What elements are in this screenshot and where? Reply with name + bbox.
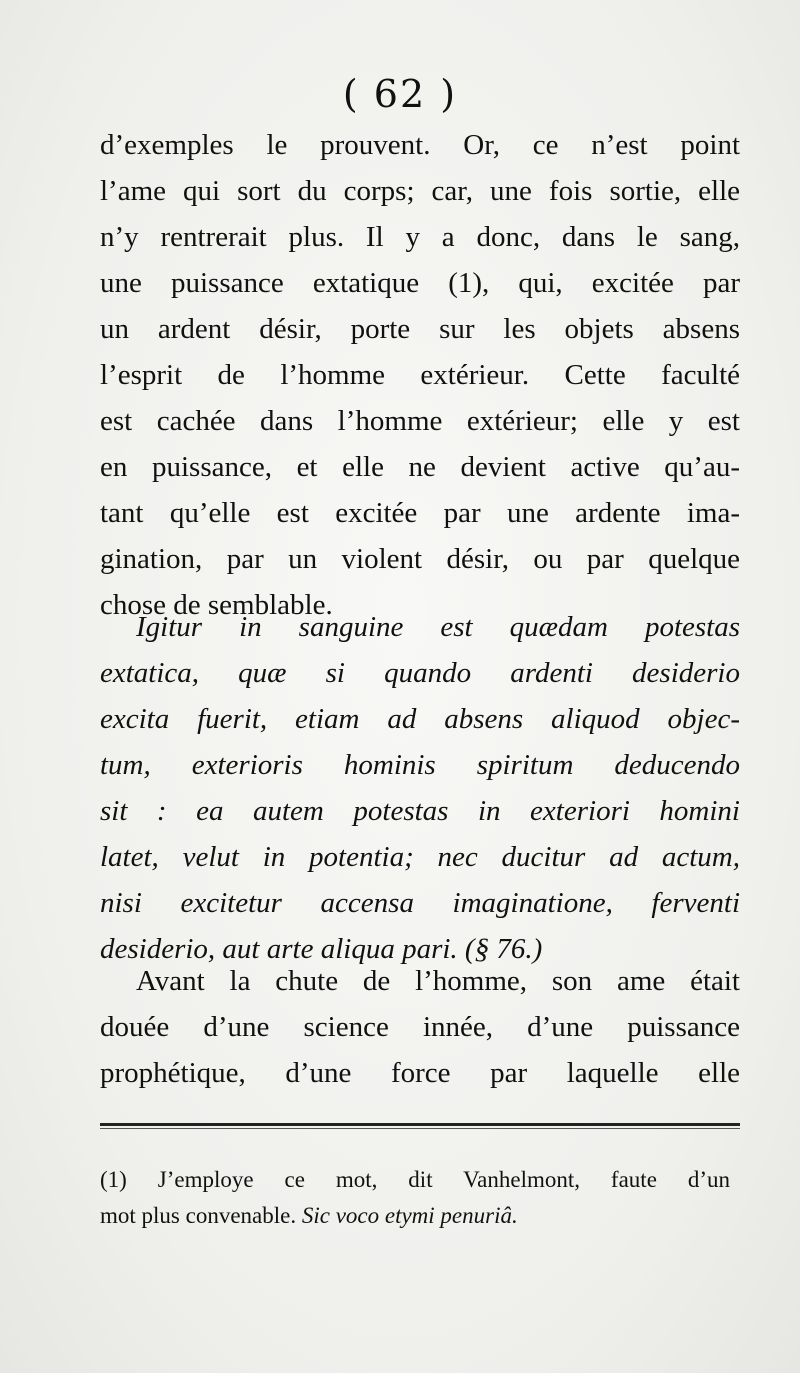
- footnote-latin-text: Sic voco etymi penuriâ.: [301, 1203, 518, 1228]
- text-line: Avant la chute de l’homme, son ame était: [136, 965, 740, 997]
- text-line: desiderio, aut arte aliqua pari. (§ 76.): [100, 933, 543, 965]
- text-line: chose de semblable.: [100, 589, 333, 621]
- text-line: extatica, quæ si quando ardenti desiderio: [100, 657, 740, 689]
- footnote: [100, 1162, 730, 1234]
- text-line: est cachée dans l’homme extérieur; elle y est: [100, 405, 740, 437]
- footnote-line: [100, 1198, 730, 1234]
- text-line: tum, exterioris hominis spiritum deducendo: [100, 749, 740, 781]
- text-line: n’y rentrerait plus. Il y a donc, dans le sang,: [100, 221, 740, 253]
- text-line: excita fuerit, etiam ad absens aliquod objec-: [100, 703, 740, 735]
- text-line: d’exemples le prouvent. Or, ce n’est point: [100, 129, 740, 161]
- footnote-text: mot plus convenable.: [100, 1203, 297, 1228]
- text-line: latet, velut in potentia; nec ducitur ad actum,: [100, 841, 740, 873]
- text-line: Igitur in sanguine est quædam potestas: [136, 611, 740, 643]
- text-line: l’esprit de l’homme extérieur. Cette faculté: [100, 359, 740, 391]
- paragraph-1: [100, 122, 740, 628]
- footnote-divider-thin: [100, 1128, 740, 1129]
- text-line: tant qu’elle est excitée par une ardente ima-: [100, 497, 740, 529]
- text-line: douée d’une science innée, d’une puissance: [100, 1011, 740, 1043]
- text-line: sit : ea autem potestas in exteriori homini: [100, 795, 740, 827]
- text-line: prophétique, d’une force par laquelle elle: [100, 1057, 740, 1089]
- text-line: un ardent désir, porte sur les objets absens: [100, 313, 740, 345]
- page-number: ( 62 ): [342, 72, 458, 116]
- paragraph-3: [100, 958, 740, 1096]
- footnote-divider: [100, 1123, 740, 1126]
- footnote-line: (1) J’employe ce mot, dit Vanhelmont, faute d’un: [100, 1167, 730, 1192]
- text-line: une puissance extatique (1), qui, excitée par: [100, 267, 740, 299]
- text-line: nisi excitetur accensa imaginatione, ferventi: [100, 887, 740, 919]
- text-line: l’ame qui sort du corps; car, une fois sortie, elle: [100, 175, 740, 207]
- text-line: gination, par un violent désir, ou par quelque: [100, 543, 740, 575]
- latin-quotation: [100, 604, 740, 972]
- text-line: en puissance, et elle ne devient active qu’au-: [100, 451, 740, 483]
